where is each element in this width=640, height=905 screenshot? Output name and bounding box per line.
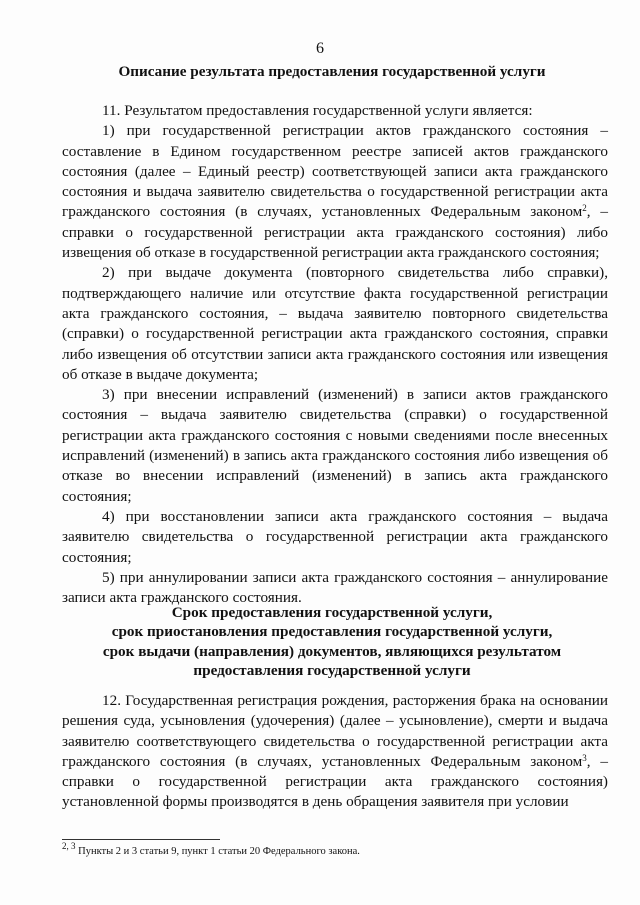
page-number: 6 (316, 40, 324, 57)
footnote-ref-3[interactable]: 3 (582, 752, 587, 763)
section-title-line: предоставления государственной услуги (193, 662, 471, 680)
paragraph-11-intro: 11. Результатом предоставления государственной услуги является: (102, 102, 533, 119)
paragraph-item-1 (62, 121, 608, 263)
paragraph-item-5: 5) при аннулировании записи акта гражданского состояния – аннулирование записи акта гражданского состояния. (62, 568, 608, 607)
paragraph-12 (62, 691, 608, 813)
section-body-terms (62, 691, 608, 813)
item-1-text-a: 1) при государственной регистрации актов гражданского состояния – составление в Едином государственном реестре записей актов гражданского состояния (далее – Единый реестр) соответствующей записи акта гражданского состояния и выдача заявителю свидетельства о государственной регистрации акта гражданского состояния (в случаях, установленных Федеральным законом (62, 122, 608, 221)
section-title-terms (62, 603, 602, 681)
section-title-result: Описание результата предоставления государственной услуги (118, 63, 546, 80)
paragraph-item-2: 2) при выдаче документа (повторного свидетельства либо справки), подтверждающего наличие или отсутствие факта государственной регистрации акта гражданского состояния, – выдача заявителю повторного свидетельства (справки) о государственной регистрации акта гражданского состояния, справки либо извещения об отсутствии записи акта гражданского состояния или извещения об отказе в выдаче документа; (62, 264, 608, 383)
paragraph-12-text-a: 12. Государственная регистрация рождения, расторжения брака на основании решения суда, усыновления (удочерения) (далее – усыновление), смерти и выдача заявителю соответствующего свидетельства о государственной регистрации акта гражданского состояния (в случаях, установленных Федеральным законом (62, 692, 608, 770)
footnote-text: Пункты 2 и 3 статьи 9, пункт 1 статьи 20 Федерального закона. (75, 846, 360, 857)
footnote-separator (62, 839, 220, 840)
footnote-ref-2[interactable]: 2 (582, 203, 587, 214)
item-1-text-b: , – справки о государственной регистрации акта гражданского состояния) либо извещения об отказе в государственной регистрации акта гражданского состояния; (62, 203, 608, 262)
footnote-marker: 2, 3 (62, 841, 76, 851)
section-title-line: срок приостановления предоставления государственной услуги, (111, 623, 553, 641)
paragraph-item-4: 4) при восстановлении записи акта гражданского состояния – выдача заявителю свидетельства о государственной регистрации акта гражданского состояния; (62, 507, 608, 566)
paragraph-12-text-b: , – справки о государственной регистрации акта гражданского состояния) установленной формы производятся в день обращения заявителя при условии (62, 752, 608, 811)
section-title-line: Срок предоставления государственной услуги, (171, 604, 493, 621)
paragraph-item-3: 3) при внесении исправлений (изменений) в записи актов гражданского состояния – выдача заявителю свидетельства (справки) о государственной регистрации акта гражданского состояния с новыми сведениями после внесенных исправлений (изменений) в запись акта гражданского состояния либо извещения об отказе во внесении исправлений (изменений) в запись акта гражданского состояния; (62, 386, 608, 505)
section-title-line: срок выдачи (направления) документов, являющихся результатом (102, 642, 562, 660)
footnote (62, 841, 608, 858)
section-body-result (62, 101, 608, 608)
